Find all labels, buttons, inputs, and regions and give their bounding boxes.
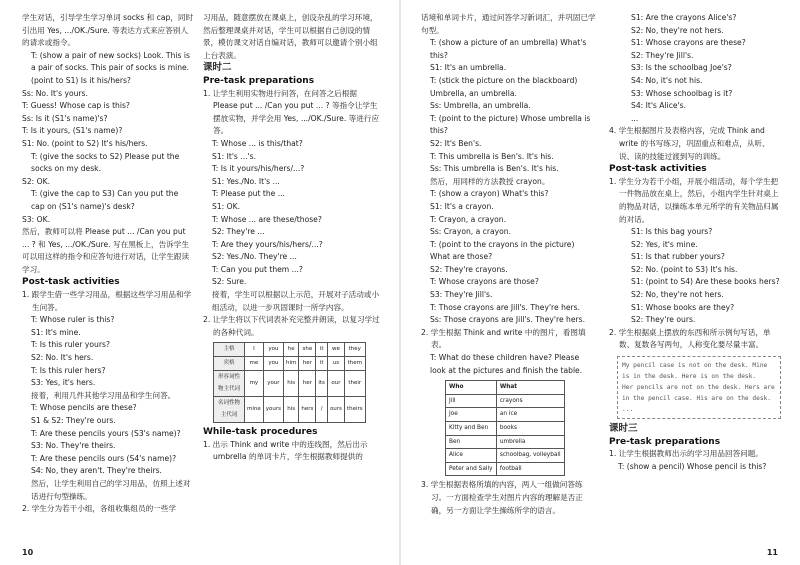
table-cell: him — [284, 357, 299, 371]
left-column-1 — [22, 12, 194, 516]
table-cell: Peter and Sally — [446, 462, 497, 476]
text-line: T: Those crayons are Jill's. They're hers. — [430, 302, 581, 312]
text-line: S2: They're ours. — [631, 315, 696, 325]
text-line: T: (show a crayon) What's this? — [430, 189, 549, 199]
example-sentences-box — [617, 356, 781, 419]
table-cell: Joe — [446, 408, 497, 422]
table-cell: you — [263, 343, 283, 357]
text-line: T: Whose crayons are those? — [430, 277, 539, 287]
text-line: 1. 出示 Think and write 中的连线图，然后出示 umbrella 的单词卡片，学生根据教师提供的 — [203, 439, 368, 462]
text-line: S4: It's Alice's. — [631, 101, 687, 111]
text-line: T: Is this ruler yours? — [31, 340, 110, 350]
text-line: T: Whose pencils are these? — [31, 403, 137, 413]
table-cell: theirs — [344, 396, 365, 422]
table-cell: we — [327, 343, 344, 357]
table-cell: his — [284, 370, 299, 396]
table-cell: 宾格 — [214, 357, 245, 371]
text-line: S3: Yes, it's hers. — [31, 378, 96, 388]
text-line: S2: OK. — [22, 176, 50, 186]
text-line: S1: Whose crayons are these? — [631, 38, 746, 48]
table-cell: her — [299, 357, 316, 371]
text-line: S3: No. They're theirs. — [31, 441, 116, 451]
col3-top — [421, 12, 596, 377]
pronoun-table — [213, 342, 366, 423]
text-line: S3: OK. — [22, 214, 50, 224]
text-line: T: Are they yours/his/hers/...? — [212, 239, 323, 249]
text-line: S2: No. It's hers. — [31, 353, 94, 363]
text-line: S2: Yes, it's mine. — [631, 239, 698, 249]
text-line: 1. 让学生利用实物进行问答，在问答之后根据 Please put ... /Can you put ... ? 等指令让学生摆放实物，并学会用 Yes, .../OK./Sure. 等进行应答。 — [203, 88, 380, 136]
table-cell: you — [263, 357, 283, 371]
text-line: 然后，用同样的方法教授 crayon。 — [430, 176, 550, 186]
text-line: S1: Whose books are they? — [631, 302, 735, 312]
table-header-row — [446, 381, 565, 395]
table-cell: Alice — [446, 449, 497, 463]
text-line: T: (point to the crayons in the picture) What are those? — [430, 239, 575, 262]
text-line: T: (show a pair of new socks) Look. This is a pair of socks. This pair of socks is mine. (point to S1) Is it his/hers? — [31, 50, 190, 85]
table-cell: Jill — [446, 394, 497, 408]
page-number-left: 10 — [22, 548, 34, 557]
text-line: S4: No, it's not his. — [631, 75, 703, 85]
text-line: S2: They're Jill's. — [631, 50, 694, 60]
table-cell: football — [496, 462, 564, 476]
text-line: S2: It's Ben's. — [430, 138, 482, 148]
table-cell: he — [284, 343, 299, 357]
section-heading: While-task procedures — [203, 427, 318, 437]
table-cell: hers — [299, 396, 316, 422]
text-line: 1. 跟学生借一些学习用品，根据这些学习用品和学生问答。 — [22, 290, 192, 312]
text-line: T: What do these children have? Please look at the pictures and finish the table. — [430, 353, 583, 375]
table-row — [446, 462, 565, 476]
col4-bottom — [609, 423, 781, 473]
table-cell: crayons — [496, 394, 564, 408]
text-line: S2: Sure. — [212, 277, 247, 287]
table-cell: 主格 — [214, 343, 245, 357]
table-cell: his — [284, 396, 299, 422]
table-cell: an ice — [496, 408, 564, 422]
text-line: 然后，教师可以将 Please put ... /Can you put ... ? 和 Yes, .../OK./Sure. 写在黑板上，告诉学生可以用这样的指令和应答句进行对话，让学生跟读学习。 — [22, 227, 190, 274]
text-line: T: Is it yours, (S1's name)? — [22, 126, 123, 136]
lesson-heading: 课时二 — [203, 62, 232, 74]
text-line: T: Whose ... is this/that? — [212, 138, 303, 148]
text-line: S2: Yes./No. They're ... — [212, 252, 297, 262]
table-cell: yours — [263, 396, 283, 422]
text-line: T: (give the socks to S2) Please put the socks on my desk. — [31, 151, 180, 174]
text-line: S1: It's ...'s. — [212, 151, 256, 161]
text-line: 2. 让学生将以下代词表补充完整并朗读，以复习学过的各种代词。 — [203, 315, 380, 337]
lesson-heading: 课时三 — [609, 423, 638, 435]
table-cell: Ben — [446, 435, 497, 449]
section-heading: Pre-task preparations — [203, 75, 315, 86]
table-header-cell: What — [496, 381, 564, 395]
table-row — [214, 370, 366, 396]
text-line: S4: No, they aren't. They're theirs. — [31, 466, 162, 476]
text-line: S3: They're Jill's. — [430, 290, 493, 300]
text-line: 2. 学生根据 Think and write 中的图片，看图填表。 — [421, 327, 586, 350]
text-line: T: Whose ... are these/those? — [212, 214, 322, 224]
text-line: S1: Is this bag yours? — [631, 227, 713, 237]
col2-top — [203, 12, 383, 339]
text-line: 习用品，随意摆放在课桌上，创设杂乱的学习环境，然后整理课桌并对话，学生可以根据自己创设的情景，模仿课文对话自编对话，教师可以邀请个别小组上台表演。 — [203, 13, 378, 60]
table-cell: / — [316, 396, 328, 422]
text-line: T: Is this ruler hers? — [31, 365, 106, 375]
text-line: S1: (point to S4) Are these books hers? — [631, 277, 780, 287]
text-line: Ss: Those crayons are Jill's. They're hers. — [430, 315, 586, 325]
text-line: 1. 让学生根据教师出示的学习用品回答问题。 — [609, 449, 763, 459]
text-line: 然后，让学生利用自己的学习用品，仿照上述对话进行句型操练。 — [31, 478, 191, 501]
table-cell: books — [496, 422, 564, 436]
table-cell: their — [344, 370, 365, 396]
text-line: 2. 学生根据桌上摆放的东西和所示例句写话，单数、复数各写两句，人称变化要尽量丰富。 — [609, 327, 771, 350]
text-line: 1. 学生分为若干小组，开展小组活动，每个学生把一件物品放在桌上，然后，小组内学生针对桌上的物品对话，以操练本单元所学的有关物品归属的对话。 — [609, 176, 779, 224]
table-cell: your — [263, 370, 283, 396]
text-line: S1: No. (point to S2) It's his/hers. — [22, 138, 148, 148]
text-line: T: Is it yours/his/hers/...? — [212, 164, 305, 174]
page-gutter — [399, 0, 401, 565]
page-number-right: 11 — [766, 548, 778, 557]
table-row — [446, 422, 565, 436]
text-line: T: Are these pencils ours (S4's name)? — [31, 453, 177, 463]
text-line: 学生对话，引导学生学习单词 socks 和 cap，同时引出用 Yes, .../OK./Sure. 等表达方式来应答别人的请求或指令。 — [22, 13, 194, 48]
text-line: T: Are these pencils yours (S3's name)? — [31, 428, 181, 438]
text-line: S1: Yes./No. It's ... — [212, 176, 280, 186]
table-cell: it — [316, 357, 328, 371]
table-cell: my — [245, 370, 264, 396]
example-sentence: My pencil case is not on the desk. Mine is in the desk. Here is on the desk. — [622, 362, 768, 381]
table-row — [214, 357, 366, 371]
table-cell: 形容词性物主代词 — [214, 370, 245, 396]
text-line: Ss: Umbrella, an umbrella. — [430, 101, 531, 111]
text-line: S2: No, they're not hers. — [631, 290, 724, 300]
text-line: S3: Whose schoolbag is it? — [631, 88, 733, 98]
example-sentence: ... — [622, 406, 634, 414]
text-line: T: (stick the picture on the blackboard) Umbrella, an umbrella. — [430, 75, 578, 98]
text-line: S1: Is that rubber yours? — [631, 252, 725, 262]
text-line: 3. 学生根据表格所填的内容，两人一组做问答练习。一方面检查学生对图片内容的理解是否正确，另一方面让学生操练所学的语言。 — [421, 480, 583, 515]
table-row — [446, 394, 565, 408]
table-cell: they — [344, 343, 365, 357]
text-line: 2. 学生分为若干小组，各组收集组员的一些学 — [22, 504, 176, 514]
text-line: Ss: Crayon, a crayon. — [430, 227, 511, 237]
text-line: T: Please put the ... — [212, 189, 285, 199]
table-cell: our — [327, 370, 344, 396]
text-line: 话境和单词卡片，通过问答学习新词汇，并巩固已学句型。 — [421, 13, 596, 35]
text-line: T: (point to the picture) Whose umbrella is this? — [430, 113, 591, 136]
text-line: ... — [631, 113, 639, 123]
col4-top — [609, 12, 781, 352]
text-line: 接着，利用几件其他学习用品和学生问答。 — [31, 390, 176, 400]
table-row — [446, 449, 565, 463]
text-line: T: Whose ruler is this? — [31, 315, 115, 325]
text-line: T: This umbrella is Ben's. It's his. — [430, 151, 554, 161]
text-line: S1: It's mine. — [31, 327, 81, 337]
right-column-1 — [421, 12, 596, 517]
table-cell: mine — [245, 396, 264, 422]
text-line: S2: They're crayons. — [430, 264, 508, 274]
col2-bottom — [203, 426, 383, 464]
section-heading: Post-task activities — [609, 164, 707, 175]
text-line: 4. 学生根据图片及表格内容，完成 Think and write 的书写练习，巩固重点和难点，从听、说、读的技能过渡到写的训练。 — [609, 126, 770, 161]
table-cell: schoolbag, volleyball — [496, 449, 564, 463]
table-cell: it — [316, 343, 328, 357]
text-line: S1: OK. — [212, 201, 240, 211]
text-line: S2: They're ... — [212, 227, 265, 237]
text-line: T: (show a pencil) Whose pencil is this? — [618, 461, 767, 471]
table-cell: I — [245, 343, 264, 357]
who-what-table — [445, 380, 565, 476]
text-line: T: Crayon, a crayon. — [430, 214, 507, 224]
table-cell: she — [299, 343, 316, 357]
text-line: Ss: No. It's yours. — [22, 88, 88, 98]
example-sentence: Her pencils are not on the desk. Hers are in the pencil case. His are on the desk. — [622, 384, 775, 403]
table-row — [214, 343, 366, 357]
section-heading: Post-task activities — [22, 277, 120, 288]
section-heading: Pre-task preparations — [609, 436, 721, 447]
right-column-2 — [609, 12, 781, 473]
table-cell: Kitty and Ben — [446, 422, 497, 436]
text-line: T: (show a picture of an umbrella) What's this? — [430, 38, 587, 60]
table-cell: them — [344, 357, 365, 371]
table-row — [446, 408, 565, 422]
table-row — [214, 396, 366, 422]
table-cell: ours — [327, 396, 344, 422]
text-line: S1: Are the crayons Alice's? — [631, 13, 737, 22]
table-cell: its — [316, 370, 328, 396]
table-cell: her — [299, 370, 316, 396]
text-line: T: (give the cap to S3) Can you put the cap on (S1's name)'s desk? — [31, 189, 179, 211]
left-column-2 — [203, 12, 383, 464]
table-cell: 名词性物主代词 — [214, 396, 245, 422]
table-header-cell: Who — [446, 381, 497, 395]
text-line: T: Guess! Whose cap is this? — [22, 101, 130, 111]
table-cell: umbrella — [496, 435, 564, 449]
text-line: S3: Is the schoolbag Joe's? — [631, 63, 732, 73]
text-line: 接着，学生可以根据以上示范，开展对子活动或小组活动，以进一步巩固课时一所学内容。 — [212, 290, 380, 312]
text-line: S1 & S2: They're ours. — [31, 416, 116, 425]
table-cell: me — [245, 357, 264, 371]
text-line: S1: It's a crayon. — [430, 201, 494, 211]
text-line: S2: No, they're not hers. — [631, 25, 724, 35]
table-cell: us — [327, 357, 344, 371]
text-line: S1: It's an umbrella. — [430, 63, 507, 73]
text-line: S2: No. (point to S3) It's his. — [631, 264, 738, 274]
col3-bottom — [421, 479, 596, 517]
text-line: Ss: Is it (S1's name)'s? — [22, 113, 108, 123]
text-line: T: Can you put them ...? — [212, 264, 303, 274]
text-line: Ss: This umbrella is Ben's. It's his. — [430, 164, 559, 174]
table-row — [446, 435, 565, 449]
